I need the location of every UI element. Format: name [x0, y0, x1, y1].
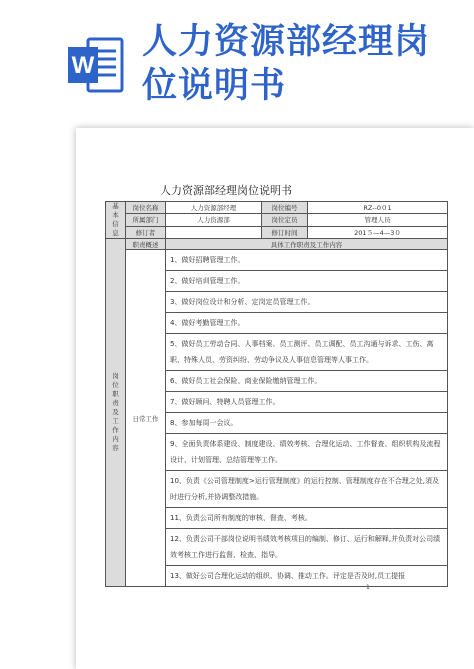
duties-section-label: 岗位职责及工作内容 [106, 239, 126, 587]
table-row [106, 239, 448, 250]
task-item: 8、参加每周一会议。 [166, 413, 448, 434]
value-revision-date: 201５—4—3０ [308, 226, 448, 238]
page-number: 1 [366, 584, 370, 591]
table-row [106, 202, 448, 214]
table-row [106, 214, 448, 226]
task-item: 11、负责公司所有制度的审核、督查、考核。 [166, 508, 448, 529]
label-revision-date: 修订时间 [262, 226, 308, 238]
job-description-table [105, 201, 448, 587]
task-item: 2、做好培训管理工作。 [166, 271, 448, 292]
document-page [76, 128, 474, 669]
table-row [106, 226, 448, 238]
task-item: 13、做好公司合理化运动的组织、协调、推动工作。评定是否及时,员工提报 [166, 566, 448, 587]
label-position-code: 岗位编号 [262, 202, 308, 214]
value-reviser [166, 226, 262, 238]
task-item: 12、负责公司干部岗位说明书绩效考核项目的编制、修订、运行和解释,并负责对公司绩效考核工作进行监督、检查、指导。 [166, 529, 448, 566]
task-item: 9、全面负责体系建设、制度建设、绩效考核、合理化运动、工作督查、组织机构及流程设计、计划管理、总结管理等工作。 [166, 434, 448, 471]
daily-work-label: 日常工作 [126, 250, 166, 587]
banner-title: 人力资源部经理岗位说明书 [142, 22, 431, 106]
value-position-code: RZ--0０1 [308, 202, 448, 214]
value-department: 人力资源部 [166, 214, 262, 226]
duties-header-overview: 职责概述 [126, 239, 166, 250]
duties-header-details: 具体工作职责及工作内容 [166, 239, 448, 250]
task-item: 4、做好考勤管理工作。 [166, 313, 448, 334]
label-department: 所属部门 [126, 214, 166, 226]
task-item: 7、做好顾问、特聘人员管理工作。 [166, 392, 448, 413]
word-document-icon [66, 36, 124, 94]
word-icon-letter: W [71, 52, 95, 79]
value-headcount: 管理人员 [308, 214, 448, 226]
document-title: 人力资源部经理岗位说明书 [160, 184, 292, 197]
value-position-name: 人力资源部经理 [166, 202, 262, 214]
task-item: 10、负责《公司管理制度>运行管理制度》的运行控制、管理制度存在不合理之处,須及时进行分析,并协调整改措施。 [166, 471, 448, 508]
basic-info-label: 基本信息 [106, 202, 126, 239]
label-headcount: 岗位定员 [262, 214, 308, 226]
task-item: 1、做好招聘管理工作。 [166, 250, 448, 271]
task-item: 6、做好员工社会保险、商业保险缴纳管理工作。 [166, 371, 448, 392]
task-item: 3、做好岗位设计和分析、定岗定员管理工作。 [166, 292, 448, 313]
label-reviser: 修订者 [126, 226, 166, 238]
task-item: 5、做好员工劳动合同、人事档案、员工测评、员工调配、员工沟通与诉求、工伤、离职、特殊人员、劳资纠纷、劳动争议及人事信息管理等人事工作。 [166, 334, 448, 371]
label-position-name: 岗位名称 [126, 202, 166, 214]
table-row [106, 250, 448, 271]
